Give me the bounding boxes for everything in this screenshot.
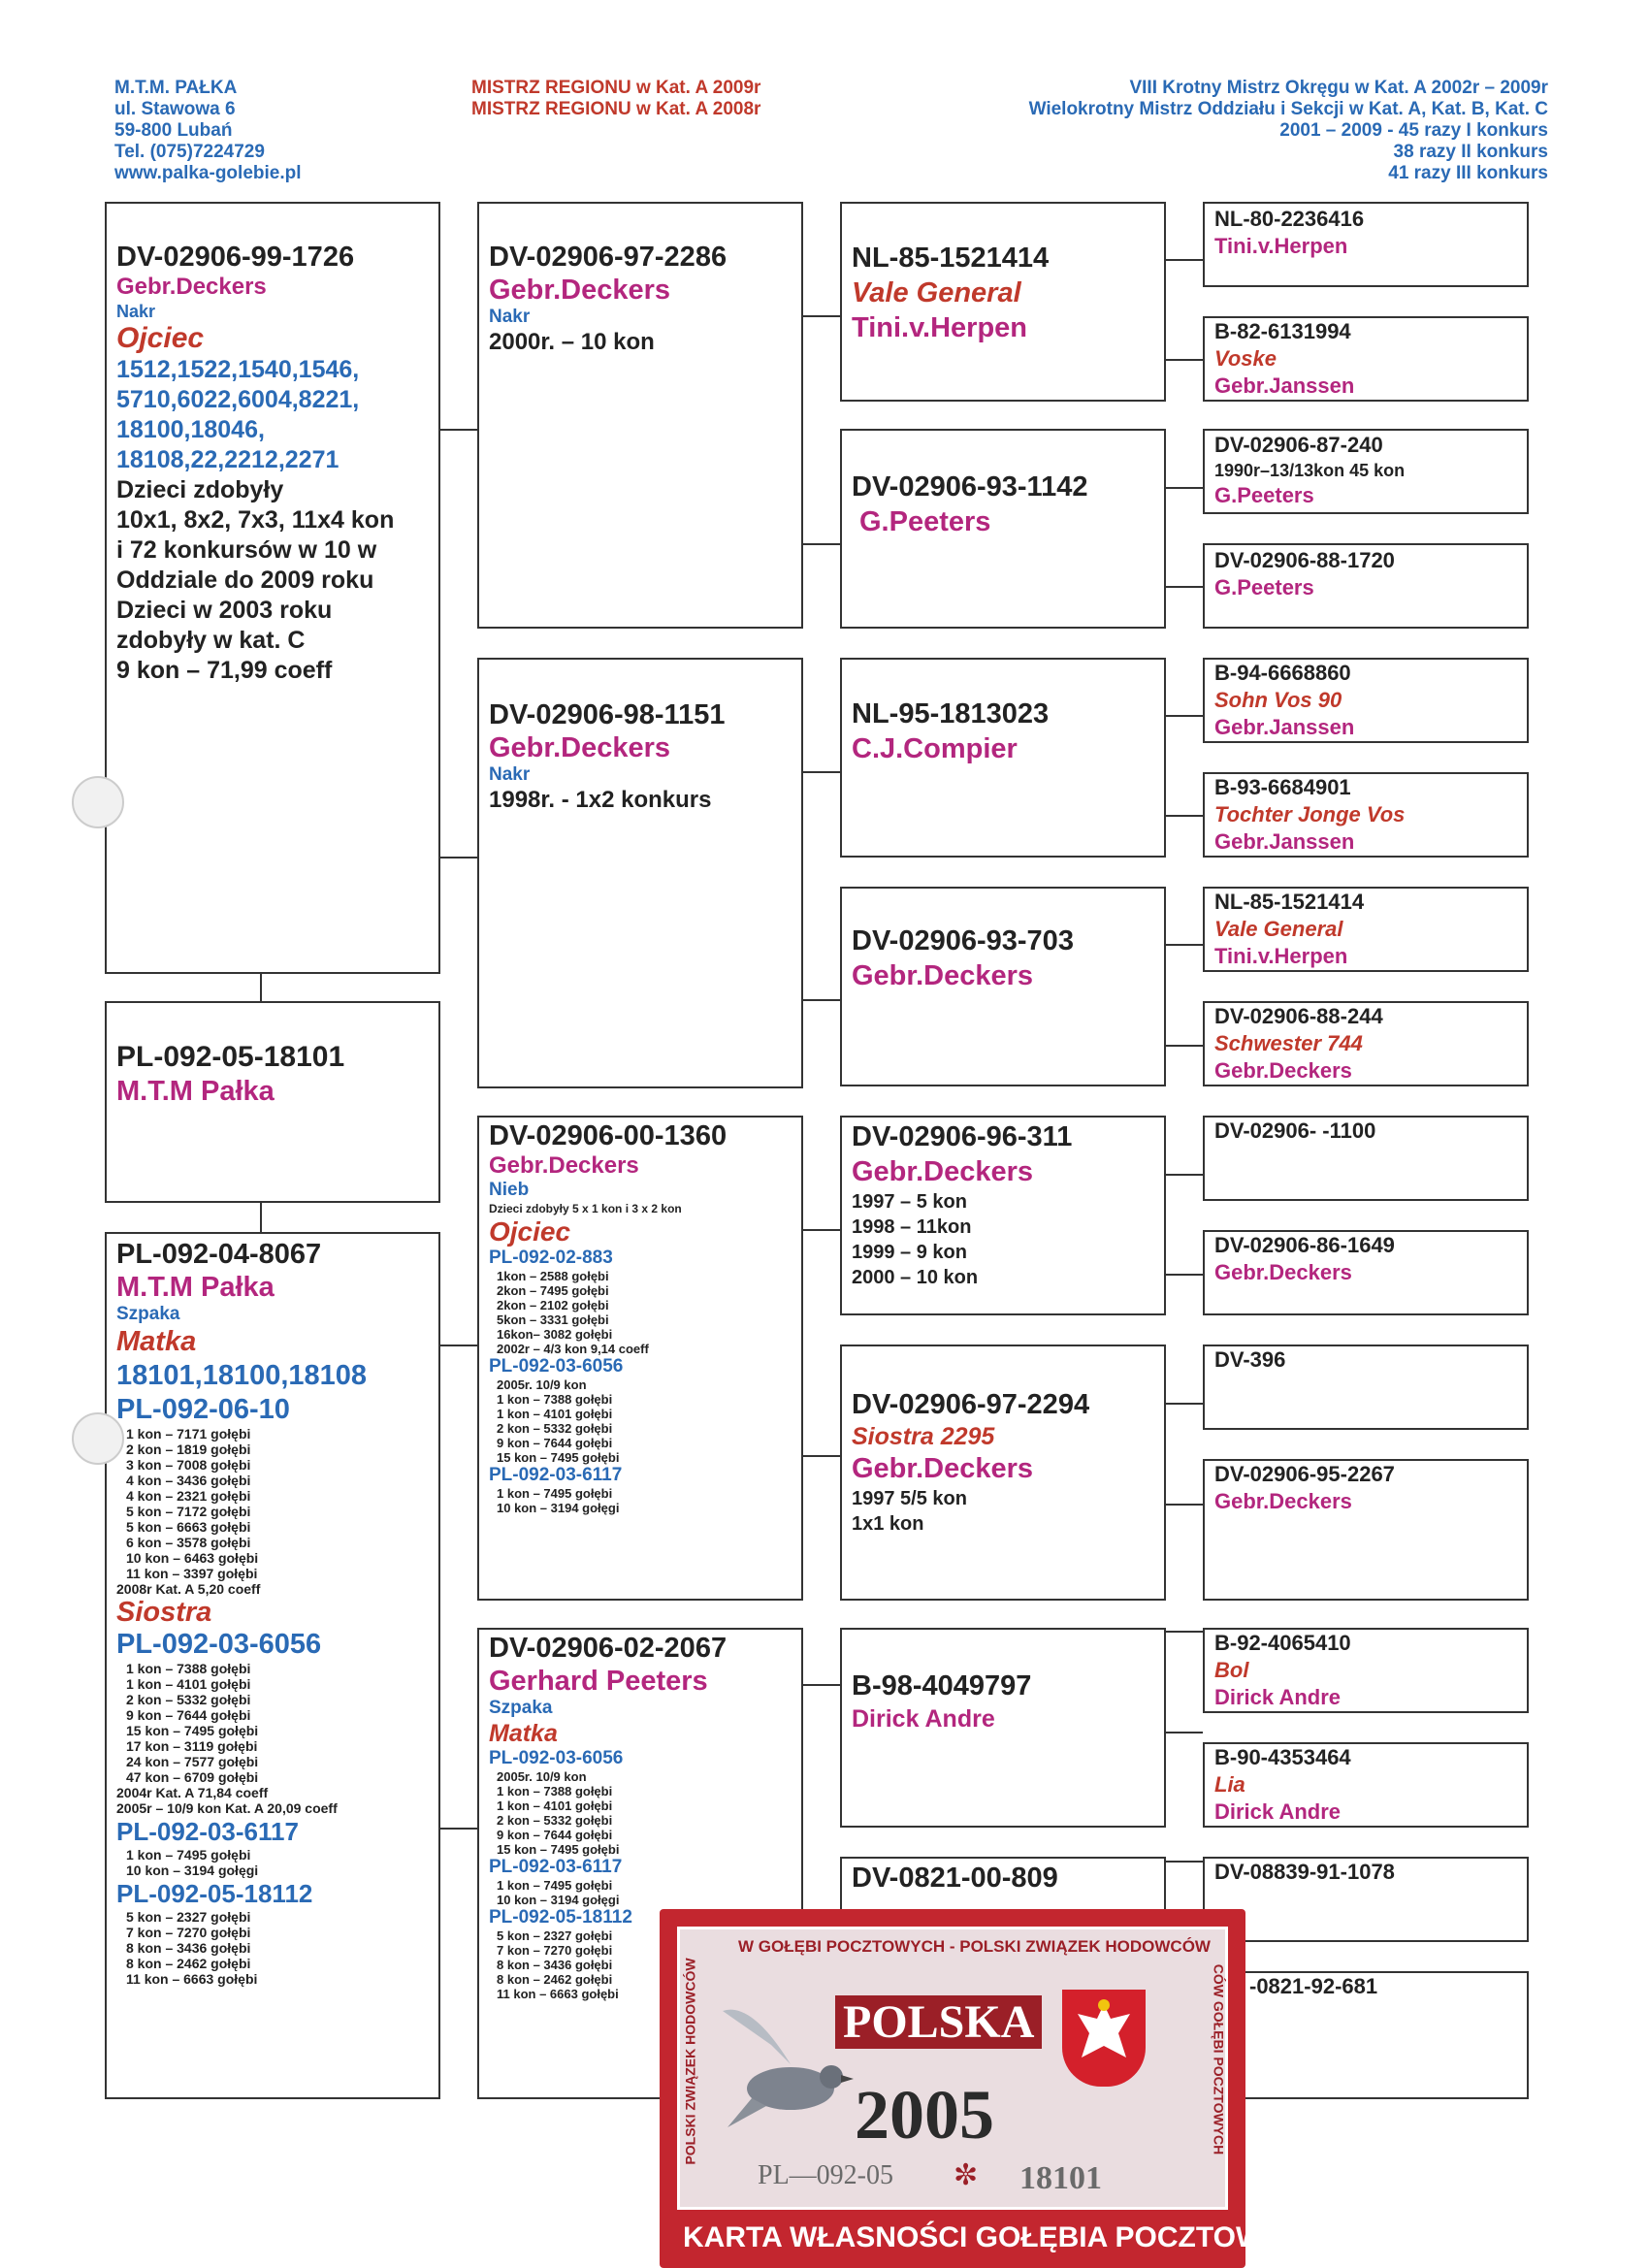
result-line: 16kon– 3082 gołębi bbox=[497, 1327, 613, 1342]
sire-note: Oddziale do 2009 roku bbox=[116, 567, 374, 594]
connector bbox=[801, 543, 842, 545]
subject-card bbox=[105, 1001, 440, 1203]
connector bbox=[1164, 359, 1203, 361]
connector bbox=[801, 999, 842, 1001]
card-ring: DV-02906-88-1720 bbox=[1214, 548, 1395, 572]
gen3-card bbox=[840, 658, 1166, 858]
sire-note: 9 kon – 71,99 coeff bbox=[116, 657, 333, 684]
card-note: 2000 – 10 kon bbox=[852, 1267, 979, 1288]
connector bbox=[260, 972, 262, 1001]
sibling-ring: PL-092-05-18112 bbox=[489, 1907, 632, 1928]
card-note: 1998 – 11kon bbox=[852, 1216, 972, 1238]
sire-note: i 72 konkursów w 10 w bbox=[116, 536, 377, 564]
card-ring: DV-02906-00-1360 bbox=[489, 1120, 728, 1151]
result-line: 10 kon – 3194 gołęgi bbox=[497, 1501, 620, 1515]
card-line: G.Peeters bbox=[1214, 483, 1314, 507]
header-right bbox=[1029, 78, 1548, 184]
result-line: 11 kon – 6663 gołębi bbox=[497, 1987, 619, 2001]
gen4-card bbox=[1203, 887, 1529, 972]
result-line: 8 kon – 3436 gołębi bbox=[497, 1958, 613, 1972]
card-ring: DV-02906-93-1142 bbox=[852, 471, 1088, 502]
coeff-line: 2004r Kat. A 71,84 coeff bbox=[116, 1785, 269, 1800]
result-line: 1 kon – 7495 gołębi bbox=[126, 1847, 251, 1863]
card-breeder: Gebr.Deckers bbox=[852, 1156, 1034, 1187]
connector bbox=[1164, 1732, 1203, 1733]
sibling-results bbox=[116, 1909, 429, 1987]
gen4-card bbox=[1203, 1628, 1529, 1713]
ownership-card-body bbox=[677, 1927, 1228, 2210]
dam-role: Matka bbox=[116, 1326, 197, 1357]
card-note: Dzieci zdobyły 5 x 1 kon i 3 x 2 kon bbox=[489, 1202, 682, 1215]
dam-color: Szpaka bbox=[116, 1304, 180, 1324]
card-ring: DV-02906-95-2267 bbox=[1214, 1462, 1395, 1486]
grandsire-dam-card bbox=[477, 1116, 803, 1601]
card-color: Nieb bbox=[489, 1180, 530, 1200]
card-ring: DV-02906-96-311 bbox=[852, 1121, 1073, 1152]
coeff-line: 2005r – 10/9 kon Kat. A 20,09 coeff bbox=[116, 1800, 338, 1816]
result-line: 11 kon – 3397 gołębi bbox=[126, 1566, 258, 1581]
sibling-ring: PL-092-03-6056 bbox=[116, 1629, 322, 1660]
connector bbox=[260, 1201, 262, 1232]
header-left bbox=[114, 78, 302, 184]
title-second: 38 razy II konkurs bbox=[1393, 142, 1548, 162]
sire-offspring-line: 1512,1522,1540,1546, bbox=[116, 356, 360, 383]
card-note: 1997 – 5 kon bbox=[852, 1191, 967, 1213]
card-line: Gebr.Janssen bbox=[1214, 715, 1355, 739]
result-line: 5kon – 3331 gołębi bbox=[497, 1312, 609, 1327]
card-color: Nakr bbox=[489, 764, 531, 785]
result-line: 4 kon – 3436 gołębi bbox=[126, 1473, 251, 1488]
card-ring: DV-08839-91-1078 bbox=[1214, 1860, 1395, 1884]
connector bbox=[1164, 487, 1203, 489]
sibling-results bbox=[116, 1847, 429, 1878]
card-ring-number: 18101 bbox=[1019, 2160, 1102, 2196]
card-color: Nakr bbox=[489, 307, 531, 327]
sire-note: 10x1, 8x2, 7x3, 11x4 kon bbox=[116, 506, 395, 534]
title-oddzial: Wielokrotny Mistrz Oddziału i Sekcji w Kat. A, Kat. B, Kat. C bbox=[1028, 99, 1548, 119]
dam-card bbox=[105, 1232, 440, 2099]
connector bbox=[1164, 1403, 1203, 1405]
card-ring: DV-0821-00-809 bbox=[852, 1863, 1058, 1894]
gen3-card bbox=[840, 1345, 1166, 1601]
card-name: Siostra 2295 bbox=[852, 1423, 995, 1450]
sibling-ring: PL-092-03-6056 bbox=[489, 1356, 624, 1377]
result-line: 47 kon – 6709 gołębi bbox=[126, 1769, 259, 1785]
card-ring: B-94-6668860 bbox=[1214, 661, 1351, 685]
card-line: Tini.v.Herpen bbox=[1214, 234, 1348, 258]
gen4-card bbox=[1203, 1345, 1529, 1430]
card-name: Vale General bbox=[852, 277, 1021, 308]
sire-offspring-line: 18100,18046, bbox=[116, 416, 265, 443]
result-line: 15 kon – 7495 gołębi bbox=[126, 1723, 259, 1738]
result-line: 10 kon – 3194 gołęgi bbox=[126, 1863, 259, 1878]
sibling-results bbox=[116, 1661, 429, 1785]
result-line: 1 kon – 7388 gołębi bbox=[497, 1392, 613, 1407]
loft-name: M.T.M. PAŁKA bbox=[114, 78, 238, 98]
result-line: 15 kon – 7495 gołębi bbox=[497, 1842, 620, 1857]
card-ring: NL-80-2236416 bbox=[1214, 207, 1365, 231]
title-okreg: VIII Krotny Mistrz Okręgu w Kat. A 2002r – 2009r bbox=[1129, 78, 1548, 98]
gen4-card bbox=[1203, 202, 1529, 287]
dam-offspring: 18101,18100,18108 bbox=[116, 1360, 368, 1391]
connector bbox=[801, 315, 842, 317]
result-line: 24 kon – 7577 gołębi bbox=[126, 1754, 259, 1769]
sibling-ring: PL-092-03-6117 bbox=[489, 1465, 623, 1485]
connector bbox=[1164, 586, 1203, 588]
snowflake-icon: ✼ bbox=[954, 2159, 979, 2191]
gen4-card bbox=[1203, 1857, 1529, 1942]
sire-card bbox=[105, 202, 440, 974]
result-line: 2 kon – 5332 gołębi bbox=[497, 1421, 613, 1436]
connector bbox=[1164, 1045, 1203, 1047]
card-breeder: Gerhard Peeters bbox=[489, 1666, 708, 1697]
card-line: Gebr.Deckers bbox=[1214, 1260, 1352, 1284]
sibling-ring: PL-092-05-18112 bbox=[116, 1879, 313, 1908]
sibling-ring: PL-092-03-6117 bbox=[489, 1857, 623, 1877]
connector bbox=[801, 1455, 842, 1457]
result-line: 17 kon – 3119 gołębi bbox=[126, 1738, 258, 1754]
result-line: 1 kon – 4101 gołębi bbox=[126, 1676, 251, 1692]
card-note: 1998r. - 1x2 konkurs bbox=[489, 787, 712, 813]
result-line: 9 kon – 7644 gołębi bbox=[497, 1436, 613, 1450]
card-ring: DV-02906- -1100 bbox=[1214, 1118, 1376, 1143]
card-breeder: Gebr.Deckers bbox=[852, 960, 1034, 991]
connector bbox=[801, 771, 842, 773]
result-line: 2005r. 10/9 kon bbox=[497, 1377, 587, 1392]
card-year: 2005 bbox=[855, 2076, 994, 2154]
card-role: Matka bbox=[489, 1720, 558, 1747]
title-first: 2001 – 2009 - 45 razy I konkurs bbox=[1279, 120, 1548, 141]
card-ring: DV-02906-02-2067 bbox=[489, 1633, 728, 1664]
loft-phone: Tel. (075)7224729 bbox=[114, 142, 265, 162]
card-ring: B-93-6684901 bbox=[1214, 775, 1351, 799]
card-ring: NL-85-1521414 bbox=[852, 243, 1050, 274]
card-ring: B-98-4049797 bbox=[852, 1670, 1032, 1701]
punch-hole bbox=[72, 776, 124, 828]
gen4-card bbox=[1203, 1001, 1529, 1086]
gen4-card bbox=[1203, 772, 1529, 858]
card-breeder: Gebr.Deckers bbox=[489, 1152, 639, 1179]
card-ring: -0821-92-681 bbox=[1249, 1974, 1378, 1998]
result-line: 1 kon – 7495 gołębi bbox=[497, 1878, 613, 1893]
connector bbox=[438, 1828, 477, 1830]
granddam-sire-card bbox=[477, 658, 803, 1088]
card-ring: B-90-4353464 bbox=[1214, 1745, 1351, 1769]
result-line: 1kon – 2588 gołębi bbox=[497, 1269, 609, 1283]
card-arc-left: POLSKI ZWIĄZEK HODOWCÓW bbox=[682, 1958, 698, 2165]
gen3-card bbox=[840, 887, 1166, 1086]
loft-website: www.palka-golebie.pl bbox=[114, 163, 302, 183]
result-line: 1 kon – 4101 gołębi bbox=[497, 1798, 613, 1813]
sibling-results bbox=[489, 1769, 792, 1857]
gen4-card bbox=[1203, 658, 1529, 743]
result-line: 5 kon – 7172 gołębi bbox=[126, 1504, 251, 1519]
card-line: Gebr.Janssen bbox=[1214, 373, 1355, 398]
result-line: 2 kon – 5332 gołębi bbox=[497, 1813, 613, 1828]
sibling-results bbox=[489, 1878, 792, 1907]
card-ring: DV-02906-88-244 bbox=[1214, 1004, 1383, 1028]
gen4-card bbox=[1203, 1459, 1529, 1601]
result-line: 1 kon – 7388 gołębi bbox=[126, 1661, 251, 1676]
card-role: Ojciec bbox=[489, 1216, 571, 1247]
result-line: 2 kon – 5332 gołębi bbox=[126, 1692, 251, 1707]
sire-ring: DV-02906-99-1726 bbox=[116, 242, 355, 273]
sire-offspring-line: 5710,6022,6004,8221, bbox=[116, 386, 360, 413]
coeff-line: 2008r Kat. A 5,20 coeff bbox=[116, 1581, 261, 1597]
card-note: 2000r. – 10 kon bbox=[489, 329, 655, 355]
connector bbox=[438, 857, 477, 859]
connector bbox=[1164, 715, 1203, 717]
card-breeder: Gebr.Deckers bbox=[852, 1453, 1034, 1484]
card-line: Sohn Vos 90 bbox=[1214, 688, 1342, 712]
eagle-emblem bbox=[1062, 1990, 1146, 2087]
dam-breeder: M.T.M Pałka bbox=[116, 1272, 275, 1303]
eagle-icon bbox=[1062, 1990, 1146, 2087]
loft-street: ul. Stawowa 6 bbox=[114, 99, 236, 119]
sister-label: Siostra bbox=[116, 1597, 212, 1628]
card-ring: DV-02906-97-2294 bbox=[852, 1389, 1090, 1420]
gen3-card bbox=[840, 1628, 1166, 1828]
grandsire-sire-card bbox=[477, 202, 803, 629]
card-note: 1x1 kon bbox=[852, 1513, 924, 1535]
card-line: Dirick Andre bbox=[1214, 1685, 1342, 1709]
card-note: 1999 – 9 kon bbox=[852, 1242, 967, 1263]
gen4-card bbox=[1203, 1116, 1529, 1201]
result-line: 5 kon – 2327 gołębi bbox=[497, 1928, 613, 1943]
connector bbox=[1164, 1504, 1203, 1506]
sibling-results bbox=[489, 1486, 792, 1515]
card-ring: DV-02906-87-240 bbox=[1214, 433, 1383, 457]
card-arc-top: W GOŁĘBI POCZTOWYCH - POLSKI ZWIĄZEK HODOWCÓW bbox=[738, 1937, 1211, 1956]
sibling-ring: PL-092-03-6117 bbox=[116, 1817, 299, 1846]
card-ring: DV-02906-98-1151 bbox=[489, 699, 726, 730]
sire-note: Dzieci w 2003 roku bbox=[116, 597, 333, 624]
sibling-results bbox=[489, 1269, 792, 1356]
result-line: 7 kon – 7270 gołębi bbox=[126, 1925, 251, 1940]
card-breeder: Dirick Andre bbox=[852, 1705, 995, 1733]
card-line: Dirick Andre bbox=[1214, 1799, 1342, 1824]
gen4-card bbox=[1203, 1742, 1529, 1828]
card-line: 1990r–13/13kon 45 kon bbox=[1214, 461, 1406, 480]
header-center bbox=[471, 78, 760, 120]
connector bbox=[438, 429, 477, 431]
result-line: 9 kon – 7644 gołębi bbox=[126, 1707, 251, 1723]
gen3-card bbox=[840, 1116, 1166, 1315]
card-line: Schwester 744 bbox=[1214, 1031, 1363, 1055]
card-ring: DV-02906-86-1649 bbox=[1214, 1233, 1395, 1257]
result-line: 5 kon – 2327 gołębi bbox=[126, 1909, 251, 1925]
connector bbox=[1164, 1174, 1203, 1176]
result-line: 1 kon – 4101 gołębi bbox=[497, 1407, 613, 1421]
card-line: Tochter Jonge Vos bbox=[1214, 802, 1406, 826]
sire-color: Nakr bbox=[116, 302, 156, 321]
gen4-card bbox=[1203, 429, 1529, 514]
card-line: G.Peeters bbox=[1214, 575, 1314, 599]
card-line: Bol bbox=[1214, 1658, 1249, 1682]
card-ring: DV-02906-97-2286 bbox=[489, 242, 728, 273]
card-line: Gebr.Deckers bbox=[1214, 1058, 1352, 1083]
title-2008: MISTRZ REGIONU w Kat. A 2008r bbox=[471, 99, 761, 119]
result-line: 11 kon – 6663 gołębi bbox=[126, 1971, 258, 1987]
gen4-card bbox=[1203, 1971, 1529, 2099]
card-ring: NL-95-1813023 bbox=[852, 698, 1050, 729]
card-ring: DV-02906-93-703 bbox=[852, 925, 1074, 956]
sire-offspring-line: 18108,22,2212,2271 bbox=[116, 446, 340, 473]
sire-note: Dzieci zdobyły bbox=[116, 476, 284, 503]
card-breeder: C.J.Compier bbox=[852, 733, 1018, 764]
result-line: 3 kon – 7008 gołębi bbox=[126, 1457, 251, 1473]
result-line: 2kon – 7495 gołębi bbox=[497, 1283, 609, 1298]
sibling-ring: PL-092-06-10 bbox=[116, 1394, 290, 1425]
card-footer: KARTA WŁASNOŚCI GOŁĘBIA POCZTOWEGO bbox=[683, 2221, 1328, 2253]
connector bbox=[801, 1684, 842, 1686]
dam-ring: PL-092-04-8067 bbox=[116, 1239, 322, 1270]
sibling-ring: PL-092-03-6056 bbox=[489, 1748, 624, 1768]
subject-breeder: M.T.M Pałka bbox=[116, 1076, 275, 1107]
result-line: 1 kon – 7171 gołębi bbox=[126, 1426, 251, 1442]
card-arc-right: CÓW GOŁĘBI POCZTOWYCH bbox=[1211, 1963, 1227, 2155]
loft-city: 59-800 Lubań bbox=[114, 120, 233, 141]
card-ring: DV-396 bbox=[1214, 1347, 1286, 1372]
card-line: Voske bbox=[1214, 346, 1277, 371]
card-ring: NL-85-1521414 bbox=[1214, 890, 1365, 914]
card-line: Tini.v.Herpen bbox=[1214, 944, 1348, 968]
result-line: 10 kon – 6463 gołębi bbox=[126, 1550, 259, 1566]
result-line: 4 kon – 2321 gołębi bbox=[126, 1488, 251, 1504]
sibling-results bbox=[489, 1377, 792, 1465]
connector bbox=[438, 1345, 477, 1346]
gen3-card bbox=[840, 202, 1166, 402]
gen4-card bbox=[1203, 1230, 1529, 1315]
card-breeder: Gebr.Deckers bbox=[489, 275, 671, 306]
connector bbox=[1164, 815, 1203, 817]
connector bbox=[1164, 1274, 1203, 1276]
gen3-card bbox=[840, 429, 1166, 629]
connector bbox=[1164, 259, 1203, 261]
result-line: 2002r – 4/3 kon 9,14 coeff bbox=[497, 1342, 649, 1356]
sibling-ring: PL-092-02-883 bbox=[489, 1247, 613, 1268]
result-line: 8 kon – 3436 gołębi bbox=[126, 1940, 251, 1956]
result-line: 8 kon – 2462 gołębi bbox=[126, 1956, 251, 1971]
result-line: 9 kon – 7644 gołębi bbox=[497, 1828, 613, 1842]
title-2009: MISTRZ REGIONU w Kat. A 2009r bbox=[471, 78, 761, 98]
title-third: 41 razy III konkurs bbox=[1388, 163, 1548, 183]
card-color: Szpaka bbox=[489, 1698, 553, 1718]
sire-role: Ojciec bbox=[116, 322, 205, 354]
result-line: 6 kon – 3578 gołębi bbox=[126, 1535, 251, 1550]
connector bbox=[1164, 1631, 1203, 1633]
card-ring: B-92-4065410 bbox=[1214, 1631, 1351, 1655]
card-line: Gebr.Janssen bbox=[1214, 829, 1355, 854]
card-line: Gebr.Deckers bbox=[1214, 1489, 1352, 1513]
card-line: Vale General bbox=[1214, 917, 1343, 941]
sire-note: zdobyły w kat. C bbox=[116, 627, 306, 654]
result-line: 1 kon – 7495 gołębi bbox=[497, 1486, 613, 1501]
card-line: Lia bbox=[1214, 1772, 1245, 1797]
card-breeder: Gebr.Deckers bbox=[489, 732, 671, 763]
card-breeder: G.Peeters bbox=[859, 506, 991, 537]
result-line: 5 kon – 6663 gołębi bbox=[126, 1519, 251, 1535]
result-line: 2005r. 10/9 kon bbox=[497, 1769, 587, 1784]
punch-hole bbox=[72, 1412, 124, 1465]
connector bbox=[1164, 1861, 1203, 1863]
card-ring: B-82-6131994 bbox=[1214, 319, 1351, 343]
result-line: 1 kon – 7388 gołębi bbox=[497, 1784, 613, 1798]
result-line: 8 kon – 2462 gołębi bbox=[497, 1972, 613, 1987]
gen4-card bbox=[1203, 543, 1529, 629]
connector bbox=[1164, 944, 1203, 946]
card-ring-prefix: PL—092-05 bbox=[758, 2160, 893, 2190]
card-note: 1997 5/5 kon bbox=[852, 1488, 967, 1509]
subject-ring: PL-092-05-18101 bbox=[116, 1041, 345, 1073]
sibling-results bbox=[116, 1426, 429, 1581]
result-line: 7 kon – 7270 gołębi bbox=[497, 1943, 613, 1958]
connector bbox=[801, 1229, 842, 1231]
result-line: 2kon – 2102 gołębi bbox=[497, 1298, 609, 1312]
result-line: 15 kon – 7495 gołębi bbox=[497, 1450, 620, 1465]
result-line: 10 kon – 3194 gołęgi bbox=[497, 1893, 620, 1907]
result-line: 2 kon – 1819 gołębi bbox=[126, 1442, 251, 1457]
card-country: POLSKA bbox=[835, 1995, 1042, 2049]
sire-breeder: Gebr.Deckers bbox=[116, 274, 267, 300]
card-breeder: Tini.v.Herpen bbox=[852, 312, 1028, 343]
gen4-card bbox=[1203, 316, 1529, 402]
